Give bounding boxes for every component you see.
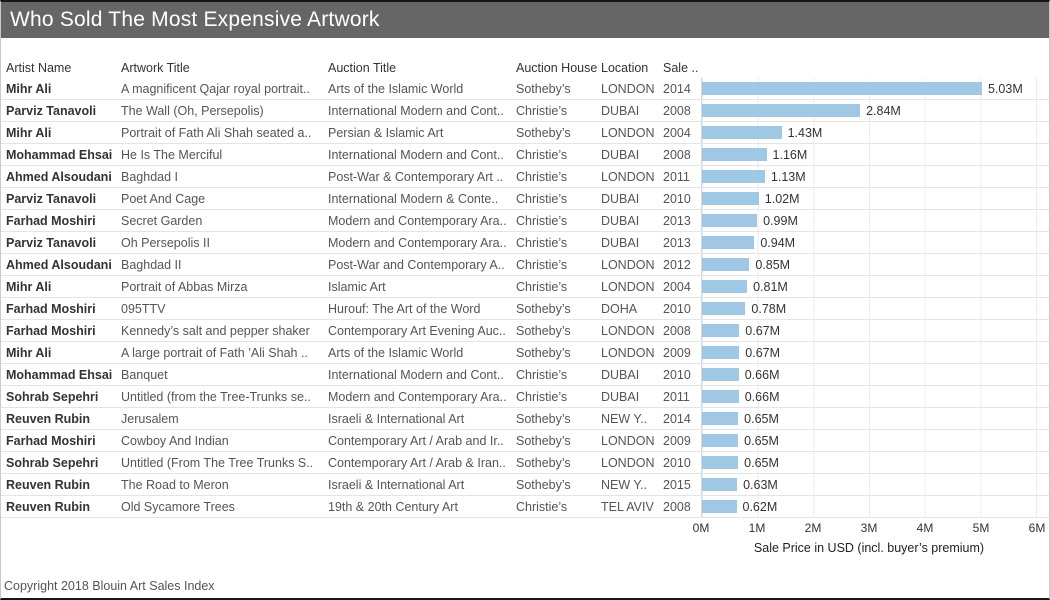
auction-house-cell: Christie’s [516,213,568,228]
auction-house-cell: Christie’s [516,103,568,118]
sale-price-value-label: 0.63M [743,477,778,492]
auction-title-cell: Arts of the Islamic World [328,81,464,96]
artist-cell: Ahmed Alsoudani [6,257,112,272]
location-cell: LONDON [601,345,655,360]
auction-house-cell: Christie’s [516,499,568,514]
artist-cell: Farhad Moshiri [6,301,96,316]
artwork-title-cell: Kennedy’s salt and pepper shaker [121,323,310,338]
artwork-title-cell: The Road to Meron [121,477,229,492]
auction-title-cell: International Modern & Conte.. [328,191,499,206]
table-row [1,298,1049,320]
auction-title-cell: Israeli & International Art [328,411,465,426]
column-header-auction-title[interactable]: Auction Title [328,61,397,75]
table-row [1,166,1049,188]
sale-price-value-label: 5.03M [987,81,1023,96]
bar-chart-cell [701,78,1037,99]
bar-chart-cell [701,298,1037,319]
bar-chart-cell [701,210,1037,231]
table-row [1,496,1049,518]
auction-title-cell: Persian & Islamic Art [328,125,444,140]
location-cell: DUBAI [601,147,640,162]
table-row [1,430,1049,452]
table-row [1,232,1049,254]
artist-cell: Parviz Tanavoli [6,191,97,206]
axis-tick-label: 5M [972,521,990,535]
location-cell: DUBAI [601,213,640,228]
auction-title-cell: Contemporary Art / Arab & Iran.. [328,455,506,470]
sale-year-cell: 2015 [663,477,691,492]
sale-price-value-label: 0.67M [745,323,781,338]
axis-tick-label: 1M [748,521,766,535]
artwork-title-cell: He Is The Merciful [121,147,223,162]
location-cell: LONDON [601,433,655,448]
page-title: Who Sold The Most Expensive Artwork [10,8,380,31]
sale-year-cell: 2010 [663,455,691,470]
auction-house-cell: Christie’s [516,257,568,272]
bar-chart-cell [701,386,1037,407]
auction-house-cell: Christie’s [516,191,568,206]
sale-price-value-label: 0.67M [745,345,781,360]
axis-title-spacer [1,538,701,560]
bar-chart-cell [701,342,1037,363]
sale-year-cell: 2011 [663,169,690,184]
column-header-row [1,38,1049,78]
dashboard-titlebar [1,2,1049,38]
auction-title-cell: Contemporary Art / Arab and Ir.. [328,433,504,448]
sale-price-value-label: 0.65M [744,411,779,426]
sale-price-bar[interactable] [702,456,738,469]
sale-year-cell: 2004 [663,125,691,140]
artwork-title-cell: Secret Garden [121,213,203,228]
sale-year-cell: 2010 [663,191,691,206]
sale-price-value-label: 0.85M [755,257,791,272]
artist-cell: Sohrab Sepehri [6,455,99,470]
sale-price-bar[interactable] [702,258,749,271]
table-row [1,254,1049,276]
location-cell: LONDON [601,279,655,294]
auction-house-cell: Sotheby’s [516,81,571,96]
location-cell: LONDON [601,169,655,184]
column-header-auction-house[interactable]: Auction House [516,61,598,75]
auction-title-cell: 19th & 20th Century Art [328,499,458,514]
sale-year-cell: 2012 [663,257,691,272]
location-cell: LONDON [601,455,655,470]
artist-cell: Parviz Tanavoli [6,103,97,118]
auction-title-cell: Contemporary Art Evening Auc.. [328,323,506,338]
location-cell: TEL AVIV [601,499,654,514]
sale-year-cell: 2009 [663,345,691,360]
artwork-title-cell: A large portrait of Fath ’Ali Shah .. [121,345,308,360]
sale-price-bar[interactable] [702,368,739,381]
auction-title-cell: Islamic Art [328,279,386,294]
sale-year-cell: 2010 [663,301,691,316]
sale-year-cell: 2013 [663,213,691,228]
auction-title-cell: Post-War & Contemporary Art .. [328,169,504,184]
sale-price-bar[interactable] [702,302,745,315]
bar-chart-cell [701,320,1037,341]
sale-price-bar[interactable] [702,434,738,447]
bar-chart-cell [701,496,1037,517]
location-cell: DUBAI [601,191,640,206]
bar-chart-cell [701,254,1037,275]
bar-chart-cell [701,122,1037,143]
sale-year-cell: 2004 [663,279,691,294]
location-cell: NEW Y.. [601,411,648,426]
auction-title-cell: Modern and Contemporary Ara.. [328,213,507,228]
auction-house-cell: Christie’s [516,235,568,250]
column-header-location[interactable]: Location [601,61,649,75]
artist-cell: Farhad Moshiri [6,433,96,448]
table-row [1,122,1049,144]
x-axis [1,518,1049,538]
sale-year-cell: 2010 [663,367,691,382]
sale-price-bar[interactable] [702,500,737,513]
sale-price-bar[interactable] [702,104,860,117]
sale-price-value-label: 1.13M [770,169,806,184]
sale-price-bar[interactable] [702,324,739,337]
sale-price-bar[interactable] [702,82,982,95]
auction-title-cell: International Modern and Cont.. [328,147,504,162]
artwork-title-cell: Untitled (From The Tree Trunks S.. [121,455,314,470]
auction-title-cell: Arts of the Islamic World [328,345,464,360]
column-header-artwork[interactable]: Artwork Title [121,61,190,75]
artwork-title-cell: Baghdad I [121,169,178,184]
bar-chart-cell [701,144,1037,165]
table-row [1,276,1049,298]
table-body [1,78,1049,518]
auction-house-cell: Christie’s [516,279,568,294]
bar-chart-cell [701,166,1037,187]
location-cell: LONDON [601,125,655,140]
table-row [1,386,1049,408]
bar-chart-cell [701,474,1037,495]
auction-house-cell: Christie’s [516,389,568,404]
auction-house-cell: Sotheby’s [516,455,571,470]
location-cell: DUBAI [601,235,640,250]
sale-year-cell: 2009 [663,433,691,448]
table-row [1,364,1049,386]
copyright-footer: Copyright 2018 Blouin Art Sales Index [4,579,215,593]
artist-cell: Parviz Tanavoli [6,235,97,250]
sale-price-bar[interactable] [702,236,754,249]
auction-title-cell: International Modern and Cont.. [328,367,504,382]
sale-price-value-label: 2.84M [866,103,901,118]
sale-year-cell: 2013 [663,235,691,250]
artist-cell: Mihr Ali [6,279,52,294]
auction-title-cell: Modern and Contemporary Ara.. [328,389,507,404]
artist-cell: Mihr Ali [6,81,52,96]
axis-spacer [1,518,701,538]
table-row [1,320,1049,342]
artist-cell: Mohammad Ehsai [6,367,113,382]
artwork-title-cell: Portrait of Abbas Mirza [121,279,248,294]
auction-house-cell: Sotheby’s [516,125,571,140]
sale-price-bar[interactable] [702,390,739,403]
location-cell: DOHA [601,301,638,316]
artwork-title-cell: 095TTV [121,301,166,316]
bar-chart-cell [701,430,1037,451]
table-row [1,144,1049,166]
auction-house-cell: Christie’s [516,147,568,162]
artist-cell: Reuven Rubin [6,477,91,492]
auction-house-cell: Sotheby’s [516,477,571,492]
x-axis-title-row [1,538,1049,560]
column-header-chart-spacer [701,38,1037,75]
column-header-sale-date[interactable]: Sale .. [663,61,699,75]
column-header-artist[interactable]: Artist Name [6,61,72,75]
sale-price-bar[interactable] [702,412,738,425]
axis-tick-label: 4M [916,521,934,535]
sale-price-value-label: 0.65M [744,455,779,470]
location-cell: LONDON [601,323,655,338]
artwork-title-cell: Jerusalem [121,411,179,426]
sale-price-value-label: 0.66M [744,389,780,404]
sale-year-cell: 2008 [663,103,691,118]
auction-title-cell: Modern and Contemporary Ara.. [328,235,507,250]
axis-tick-label: 6M [1028,521,1046,535]
sale-price-value-label: 0.66M [744,367,780,382]
auction-house-cell: Sotheby’s [516,411,571,426]
bar-chart-cell [701,188,1037,209]
artwork-title-cell: Baghdad II [121,257,182,272]
artwork-title-cell: Cowboy And Indian [121,433,229,448]
auction-title-cell: Post-War and Contemporary A.. [328,257,505,272]
auction-house-cell: Sotheby’s [516,301,571,316]
artwork-title-cell: A magnificent Qajar royal portrait.. [121,81,310,96]
artist-cell: Mohammad Ehsai [6,147,113,162]
bar-chart-cell [701,364,1037,385]
axis-tick-label: 2M [804,521,822,535]
sale-year-cell: 2008 [663,323,691,338]
auction-house-cell: Christie’s [516,169,568,184]
location-cell: DUBAI [601,103,640,118]
sale-price-value-label: 0.65M [744,433,779,448]
artwork-title-cell: Banquet [121,367,168,382]
axis-tick-label: 0M [692,521,710,535]
sale-price-bar[interactable] [702,148,767,161]
sale-price-bar[interactable] [702,126,782,139]
auction-house-cell: Christie’s [516,367,568,382]
sale-price-bar[interactable] [702,280,747,293]
bar-chart-cell [701,452,1037,473]
sale-price-bar[interactable] [702,170,765,183]
location-cell: LONDON [601,81,655,96]
bar-chart-cell [701,100,1037,121]
artwork-title-cell: Untitled (from the Tree-Trunks se.. [121,389,311,404]
table-row [1,188,1049,210]
sale-price-value-label: 0.94M [760,235,796,250]
artwork-title-cell: Oh Persepolis II [121,235,210,250]
artwork-title-cell: Poet And Cage [121,191,206,206]
bar-chart-cell [701,276,1037,297]
artist-cell: Farhad Moshiri [6,323,96,338]
table-row [1,100,1049,122]
artwork-title-cell: Portrait of Fath Ali Shah seated a.. [121,125,312,140]
table-row [1,452,1049,474]
axis-tick-label: 3M [860,521,878,535]
location-cell: LONDON [601,257,655,272]
sale-price-value-label: 0.99M [763,213,798,228]
artist-cell: Reuven Rubin [6,411,91,426]
sale-price-value-label: 1.16M [772,147,808,162]
artist-cell: Reuven Rubin [6,499,91,514]
auction-house-cell: Sotheby’s [516,345,571,360]
auction-house-cell: Sotheby’s [516,433,571,448]
sale-year-cell: 2014 [663,81,691,96]
sale-year-cell: 2008 [663,147,691,162]
sale-price-bar[interactable] [702,478,737,491]
sale-price-bar[interactable] [702,214,757,227]
artist-cell: Mihr Ali [6,345,52,360]
artist-cell: Sohrab Sepehri [6,389,99,404]
table-row [1,474,1049,496]
artist-cell: Farhad Moshiri [6,213,96,228]
location-cell: NEW Y.. [601,477,648,492]
bar-chart-cell [701,232,1037,253]
sale-year-cell: 2014 [663,411,691,426]
sale-year-cell: 2008 [663,499,691,514]
table-row [1,408,1049,430]
sale-price-value-label: 1.43M [787,125,823,140]
auction-title-cell: International Modern and Cont.. [328,103,504,118]
auction-title-cell: Israeli & International Art [328,477,465,492]
artist-cell: Ahmed Alsoudani [6,169,112,184]
auction-title-cell: Hurouf: The Art of the Word [328,301,481,316]
sale-year-cell: 2011 [663,389,690,404]
table-row [1,210,1049,232]
sale-price-value-label: 0.78M [751,301,787,316]
sale-price-bar[interactable] [702,192,759,205]
bar-chart-cell [701,408,1037,429]
auction-house-cell: Sotheby’s [516,323,571,338]
artist-cell: Mihr Ali [6,125,52,140]
table-row [1,78,1049,100]
sale-price-value-label: 0.81M [753,279,788,294]
location-cell: DUBAI [601,367,640,382]
sale-price-value-label: 0.62M [742,499,778,514]
table-row [1,342,1049,364]
artwork-title-cell: The Wall (Oh, Persepolis) [121,103,264,118]
location-cell: DUBAI [601,389,640,404]
artwork-title-cell: Old Sycamore Trees [121,499,235,514]
x-axis-title: Sale Price in USD (incl. buyer’s premium) [753,541,985,555]
axis-tick-area [692,518,1046,538]
sale-price-value-label: 1.02M [764,191,800,206]
sale-price-bar[interactable] [702,346,739,359]
